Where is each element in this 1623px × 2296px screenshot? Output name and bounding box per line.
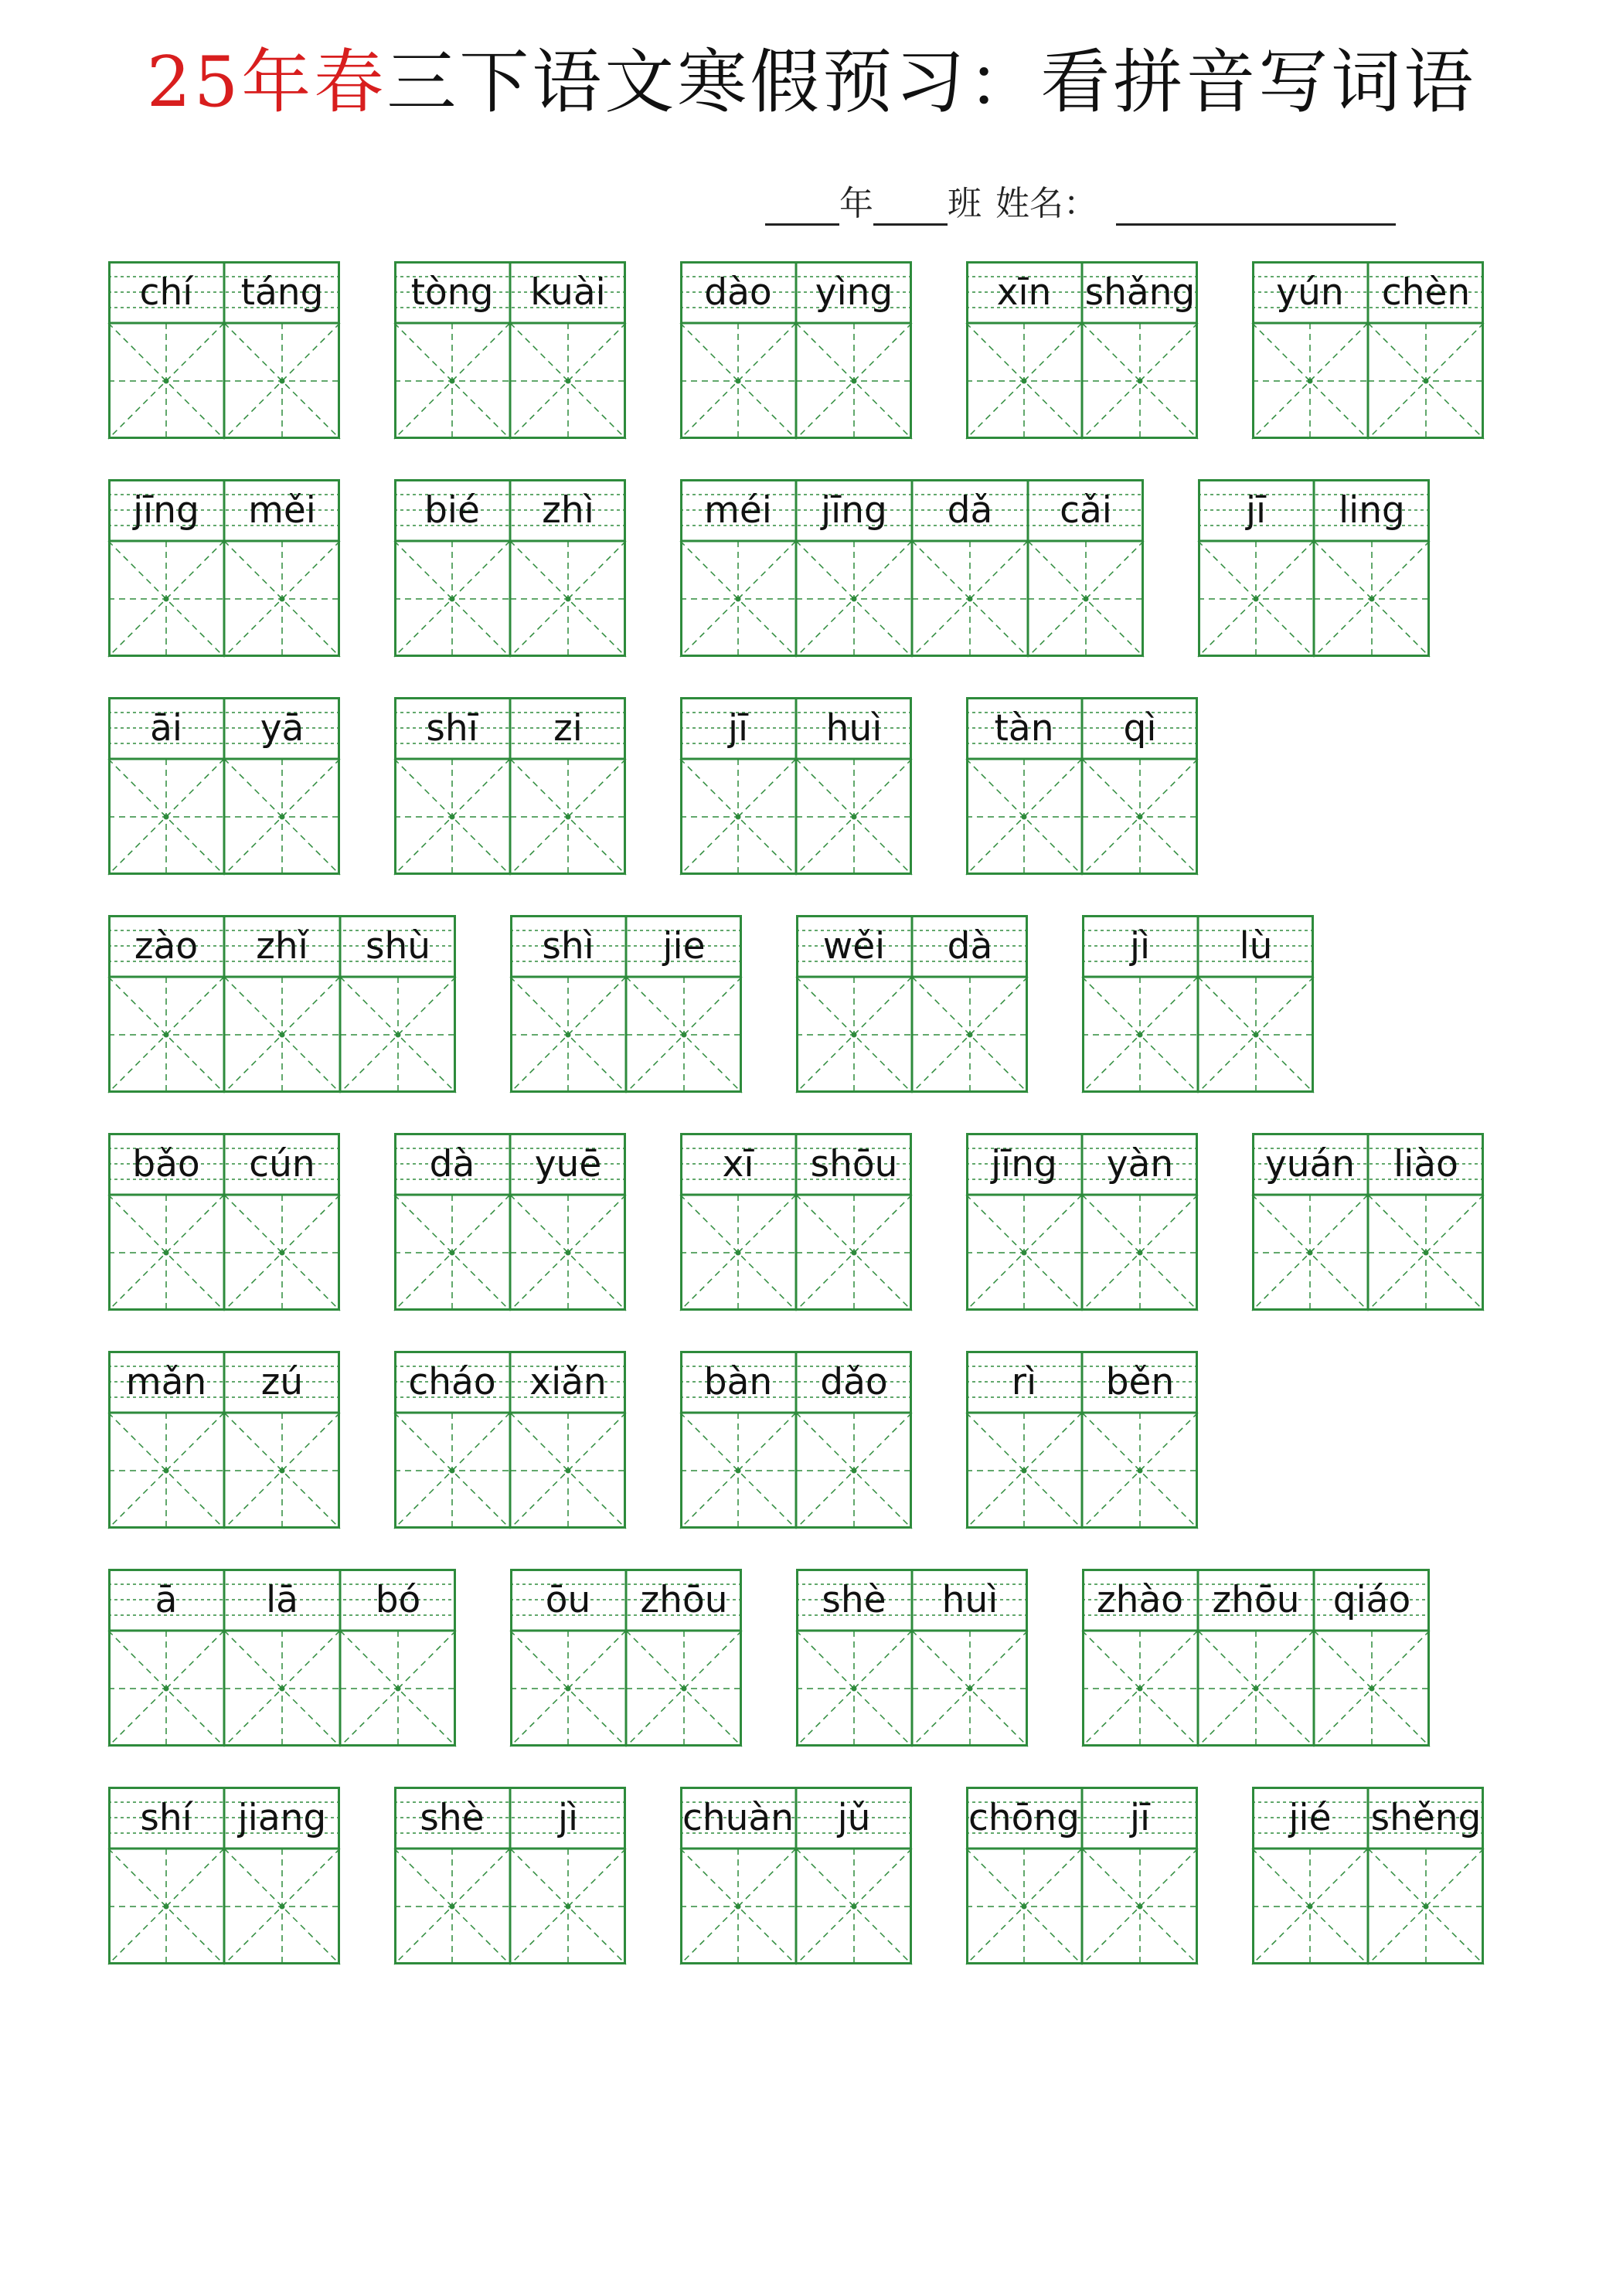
word-box <box>1252 261 1484 439</box>
pinyin-label: bǎo <box>132 1142 200 1185</box>
writing-cell[interactable] <box>966 1849 1082 1964</box>
writing-cell[interactable] <box>108 1413 224 1529</box>
pinyin-label: jī <box>1129 1796 1151 1839</box>
writing-cell[interactable] <box>224 323 340 439</box>
pinyin-label: zhì <box>542 488 594 532</box>
writing-cell[interactable] <box>680 541 796 657</box>
writing-cell[interactable] <box>1082 1195 1198 1311</box>
writing-cell[interactable] <box>796 759 912 875</box>
writing-cell[interactable] <box>796 1849 912 1964</box>
writing-cell[interactable] <box>1368 323 1484 439</box>
pinyin-label: huì <box>825 706 883 750</box>
writing-cell[interactable] <box>1082 977 1198 1093</box>
writing-cell[interactable] <box>912 1631 1028 1747</box>
word-box <box>1082 1569 1430 1747</box>
word-box <box>680 261 912 439</box>
pinyin-label: wěi <box>822 924 886 968</box>
pinyin-label: shī <box>426 706 478 750</box>
writing-cell[interactable] <box>108 1631 224 1747</box>
pinyin-label: zào <box>134 924 199 968</box>
pinyin-label: rì <box>1011 1360 1037 1403</box>
pinyin-label: qì <box>1123 706 1157 750</box>
writing-cell[interactable] <box>796 1631 912 1747</box>
word-box <box>510 915 742 1093</box>
word-box <box>108 1133 340 1311</box>
word-box <box>1252 1133 1484 1311</box>
writing-cell[interactable] <box>1252 323 1368 439</box>
word-box <box>796 1569 1028 1747</box>
pinyin-label: tòng <box>410 270 494 314</box>
pinyin-label: ā <box>155 1578 178 1621</box>
pinyin-label: bàn <box>703 1360 773 1403</box>
writing-cell[interactable] <box>108 759 224 875</box>
writing-cell[interactable] <box>340 1631 456 1747</box>
pinyin-label: xīn <box>996 270 1052 314</box>
word-box <box>680 1133 912 1311</box>
word-box <box>394 261 626 439</box>
writing-cell[interactable] <box>510 1413 626 1529</box>
writing-cell[interactable] <box>796 541 912 657</box>
pinyin-label: lù <box>1239 924 1273 968</box>
pinyin-label: shí <box>140 1796 192 1839</box>
writing-cell[interactable] <box>1082 323 1198 439</box>
pinyin-label: běn <box>1105 1360 1175 1403</box>
pinyin-label: bié <box>424 488 480 532</box>
pinyin-label: qiáo <box>1332 1578 1411 1621</box>
writing-cell[interactable] <box>1028 541 1144 657</box>
writing-cell[interactable] <box>108 977 224 1093</box>
writing-cell[interactable] <box>1082 1849 1198 1964</box>
writing-cell[interactable] <box>394 323 510 439</box>
pinyin-label: bó <box>375 1578 421 1621</box>
pinyin-label: dǎ <box>947 488 993 532</box>
pinyin-label: yàn <box>1106 1142 1174 1185</box>
pinyin-label: zhǐ <box>256 924 308 968</box>
writing-cell[interactable] <box>510 977 626 1093</box>
word-box <box>108 1787 340 1964</box>
word-box <box>966 1133 1198 1311</box>
writing-cell[interactable] <box>510 1631 626 1747</box>
writing-cell[interactable] <box>626 977 742 1093</box>
pinyin-label: shōu <box>810 1142 898 1185</box>
pinyin-label: jī <box>1245 488 1267 532</box>
writing-cell[interactable] <box>1368 1195 1484 1311</box>
pinyin-label: yuē <box>534 1142 602 1185</box>
writing-cell[interactable] <box>224 1413 340 1529</box>
writing-cell[interactable] <box>966 1413 1082 1529</box>
word-box <box>108 915 456 1093</box>
pinyin-label: lā <box>266 1578 298 1621</box>
title-text: 三下语文寒假预习：看拼音写词语 <box>386 42 1477 123</box>
pinyin-label: jī <box>727 706 749 750</box>
writing-cell[interactable] <box>680 759 796 875</box>
writing-cell[interactable] <box>1252 1195 1368 1311</box>
writing-cell[interactable] <box>796 323 912 439</box>
pinyin-label: dào <box>704 270 772 314</box>
writing-cell[interactable] <box>224 1195 340 1311</box>
writing-cell[interactable] <box>966 759 1082 875</box>
writing-cell[interactable] <box>796 977 912 1093</box>
word-box <box>394 1787 626 1964</box>
writing-cell[interactable] <box>108 1195 224 1311</box>
writing-cell[interactable] <box>394 1849 510 1964</box>
writing-cell[interactable] <box>1082 759 1198 875</box>
word-box <box>966 1787 1198 1964</box>
writing-cell[interactable] <box>510 323 626 439</box>
word-box <box>796 915 1028 1093</box>
pinyin-label: zhōu <box>640 1578 728 1621</box>
word-box <box>108 479 340 657</box>
word-box <box>108 261 340 439</box>
pinyin-label: zhōu <box>1212 1578 1300 1621</box>
writing-cell[interactable] <box>224 759 340 875</box>
word-box <box>108 697 340 875</box>
pinyin-label: jīng <box>821 488 887 532</box>
pinyin-label: xī <box>722 1142 754 1185</box>
pinyin-label: kuài <box>530 270 606 314</box>
pinyin-label: shì <box>542 924 594 968</box>
writing-cell[interactable] <box>1198 977 1314 1093</box>
writing-cell[interactable] <box>394 759 510 875</box>
word-box <box>394 697 626 875</box>
pinyin-label: méi <box>704 488 772 532</box>
pinyin-label: zi <box>553 706 583 750</box>
pinyin-label: liào <box>1393 1142 1458 1185</box>
pinyin-label: zhào <box>1096 1578 1183 1621</box>
word-box <box>680 1787 912 1964</box>
word-box <box>966 261 1198 439</box>
pinyin-label: āi <box>150 706 182 750</box>
writing-cell[interactable] <box>394 1413 510 1529</box>
pinyin-label: dà <box>429 1142 475 1185</box>
pinyin-label: shěng <box>1370 1796 1482 1839</box>
pinyin-label: ōu <box>545 1578 591 1621</box>
pinyin-label: cháo <box>408 1360 496 1403</box>
word-box <box>108 1351 340 1529</box>
pinyin-label: chí <box>139 270 193 314</box>
pinyin-label: cún <box>249 1142 315 1185</box>
writing-cell[interactable] <box>224 1849 340 1964</box>
writing-cell[interactable] <box>510 759 626 875</box>
writing-cell[interactable] <box>510 1195 626 1311</box>
pinyin-label: ling <box>1339 488 1405 532</box>
writing-cell[interactable] <box>108 541 224 657</box>
writing-cell[interactable] <box>394 541 510 657</box>
pinyin-label: jiang <box>237 1796 327 1839</box>
writing-cell[interactable] <box>224 541 340 657</box>
word-box <box>1252 1787 1484 1964</box>
pinyin-label: tàn <box>994 706 1054 750</box>
writing-cell[interactable] <box>1368 1849 1484 1964</box>
pinyin-label: jì <box>1129 924 1151 968</box>
pinyin-label: cǎi <box>1060 488 1112 532</box>
writing-cell[interactable] <box>680 1849 796 1964</box>
pinyin-label: zú <box>260 1360 304 1403</box>
pinyin-label: chuàn <box>682 1796 794 1839</box>
writing-cell[interactable] <box>1082 1631 1198 1747</box>
writing-cell[interactable] <box>224 977 340 1093</box>
pinyin-label: jīng <box>133 488 199 532</box>
pinyin-label: yìng <box>815 270 893 314</box>
pinyin-label: shè <box>822 1578 886 1621</box>
pinyin-label: táng <box>240 270 324 314</box>
pinyin-label: dà <box>947 924 993 968</box>
word-box <box>966 1351 1198 1529</box>
pinyin-label: chōng <box>968 1796 1080 1839</box>
writing-cell[interactable] <box>340 977 456 1093</box>
word-box <box>680 697 912 875</box>
word-box <box>394 479 626 657</box>
word-box <box>394 1133 626 1311</box>
writing-cell[interactable] <box>510 1849 626 1964</box>
writing-cell[interactable] <box>1314 541 1430 657</box>
pinyin-label: yún <box>1276 270 1344 314</box>
writing-cell[interactable] <box>1082 1413 1198 1529</box>
writing-cell[interactable] <box>912 977 1028 1093</box>
writing-cell[interactable] <box>680 1413 796 1529</box>
pinyin-label: xiǎn <box>529 1360 607 1403</box>
pinyin-label: jǔ <box>837 1796 871 1839</box>
word-box <box>510 1569 742 1747</box>
writing-cell[interactable] <box>1198 541 1314 657</box>
writing-cell[interactable] <box>1314 1631 1430 1747</box>
pinyin-label: jié <box>1288 1796 1332 1839</box>
writing-cell[interactable] <box>1252 1849 1368 1964</box>
pinyin-label: shù <box>365 924 431 968</box>
pinyin-label: měi <box>248 488 316 532</box>
word-box <box>966 697 1198 875</box>
title-highlight: 25年春 <box>146 42 387 123</box>
word-box <box>1082 915 1314 1093</box>
word-box <box>1198 479 1430 657</box>
writing-cell[interactable] <box>108 1849 224 1964</box>
pinyin-label: yuán <box>1264 1142 1356 1185</box>
writing-cell[interactable] <box>966 323 1082 439</box>
writing-cell[interactable] <box>394 1195 510 1311</box>
writing-cell[interactable] <box>510 541 626 657</box>
writing-cell[interactable] <box>680 1195 796 1311</box>
writing-cell[interactable] <box>796 1413 912 1529</box>
pinyin-label: jie <box>662 924 706 968</box>
writing-cell[interactable] <box>224 1631 340 1747</box>
writing-cell[interactable] <box>626 1631 742 1747</box>
pinyin-label: jì <box>557 1796 579 1839</box>
pinyin-label: shǎng <box>1084 270 1196 314</box>
word-box <box>680 1351 912 1529</box>
class-label: 班 <box>948 184 982 223</box>
word-box <box>394 1351 626 1529</box>
grade-label: 年 <box>839 184 873 223</box>
pinyin-label: mǎn <box>125 1360 207 1403</box>
writing-cell[interactable] <box>966 1195 1082 1311</box>
pinyin-label: jīng <box>991 1142 1057 1185</box>
writing-cell[interactable] <box>108 323 224 439</box>
pinyin-label: yā <box>260 706 305 750</box>
writing-cell[interactable] <box>1198 1631 1314 1747</box>
name-label: 姓名： <box>995 184 1097 223</box>
pinyin-label: shè <box>420 1796 485 1839</box>
writing-cell[interactable] <box>680 323 796 439</box>
pinyin-label: chèn <box>1381 270 1471 314</box>
writing-cell[interactable] <box>912 541 1028 657</box>
word-box <box>680 479 1144 657</box>
pinyin-label: huì <box>941 1578 999 1621</box>
word-box <box>108 1569 456 1747</box>
writing-cell[interactable] <box>796 1195 912 1311</box>
pinyin-label: dǎo <box>820 1360 888 1403</box>
